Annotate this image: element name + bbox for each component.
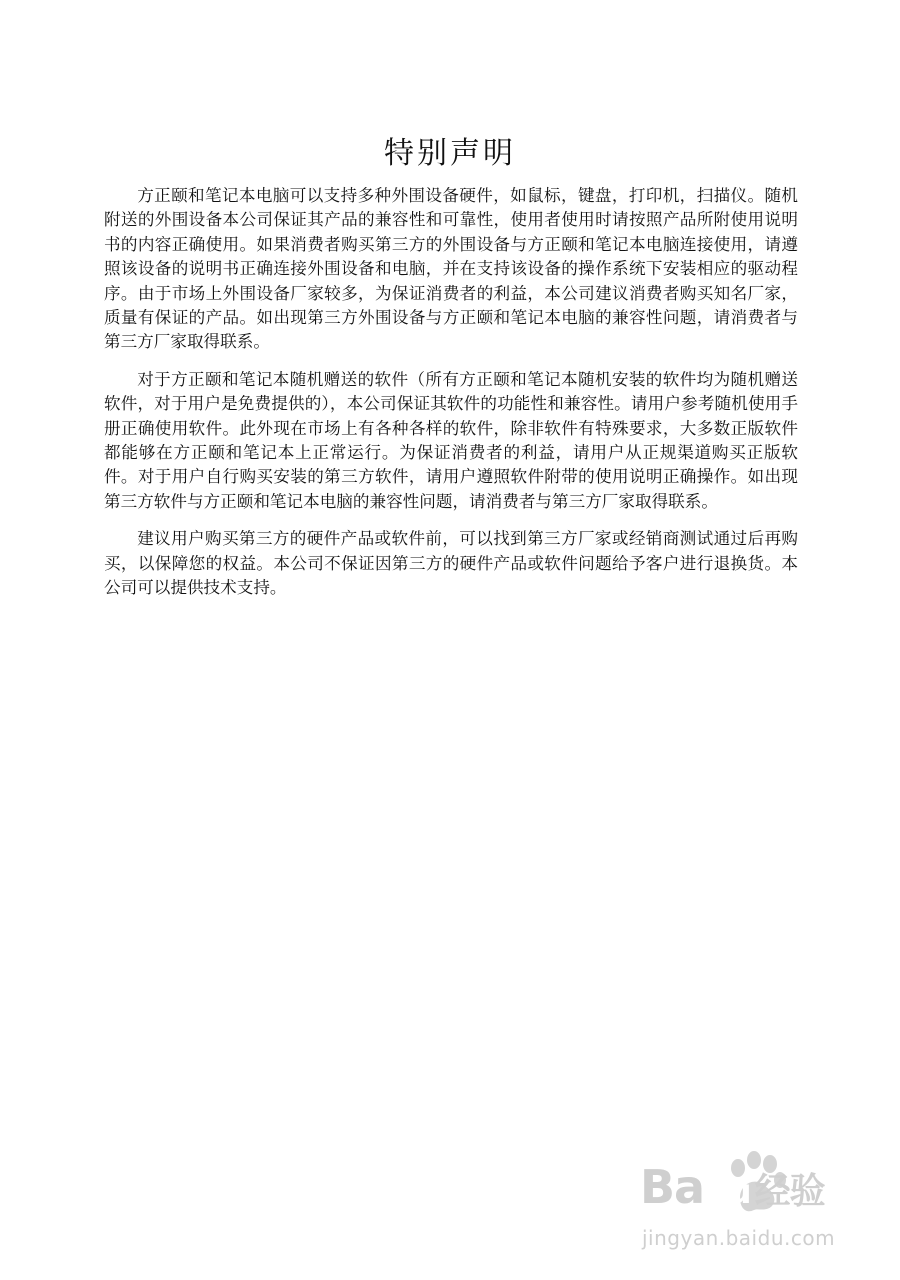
watermark-logo-jingyan: 经验	[754, 1171, 825, 1212]
baidu-jingyan-watermark	[640, 1150, 860, 1260]
paragraph-hardware: 方正颐和笔记本电脑可以支持多种外围设备硬件，如鼠标，键盘，打印机，扫描仪。随机附送的外围设备本公司保证其产品的兼容性和可靠性，使用者使用时请按照产品所附使用说明书的内容正确使用。如果消费者购买第三方的外围设备与方正颐和笔记本电脑连接使用，请遵照该设备的说明书正确连接外围设备和电脑，并在支持该设备的操作系统下安装相应的驱动程序。由于市场上外围设备厂家较多，为保证消费者的利益，本公司建议消费者购买知名厂家，质量有保证的产品。如出现第三方外围设备与方正颐和笔记本电脑的兼容性问题，请消费者与第三方厂家取得联系。	[104, 186, 798, 352]
document-body	[104, 184, 798, 614]
page-title: 特别声明	[384, 136, 516, 171]
watermark-logo	[640, 1160, 825, 1214]
watermark-logo-ba: Ba	[640, 1160, 705, 1214]
paragraph-software: 对于方正颐和笔记本随机赠送的软件（所有方正颐和笔记本随机安装的软件均为随机赠送软件，对于用户是免费提供的），本公司保证其软件的功能性和兼容性。请用户参考随机使用手册正确使用软件。此外现在市场上有各种各样的软件，除非软件有特殊要求，大多数正版软件都能够在方正颐和笔记本上正常运行。为保证消费者的利益，请用户从正规渠道购买正版软件。对于用户自行购买安装的第三方软件，请用户遵照软件附带的使用说明正确操作。如出现第三方软件与方正颐和笔记本电脑的兼容性问题，请消费者与第三方厂家取得联系。	[104, 369, 798, 511]
watermark-url: jingyan.baidu.com	[642, 1226, 836, 1250]
paragraph-advice: 建议用户购买第三方的硬件产品或软件前，可以找到第三方厂家或经销商测试通过后再购买，以保障您的权益。本公司不保证因第三方的硬件产品或软件问题给予客户进行退换货。本公司可以提供技术支持。	[104, 529, 798, 598]
watermark-logo-du: du	[704, 1172, 751, 1212]
